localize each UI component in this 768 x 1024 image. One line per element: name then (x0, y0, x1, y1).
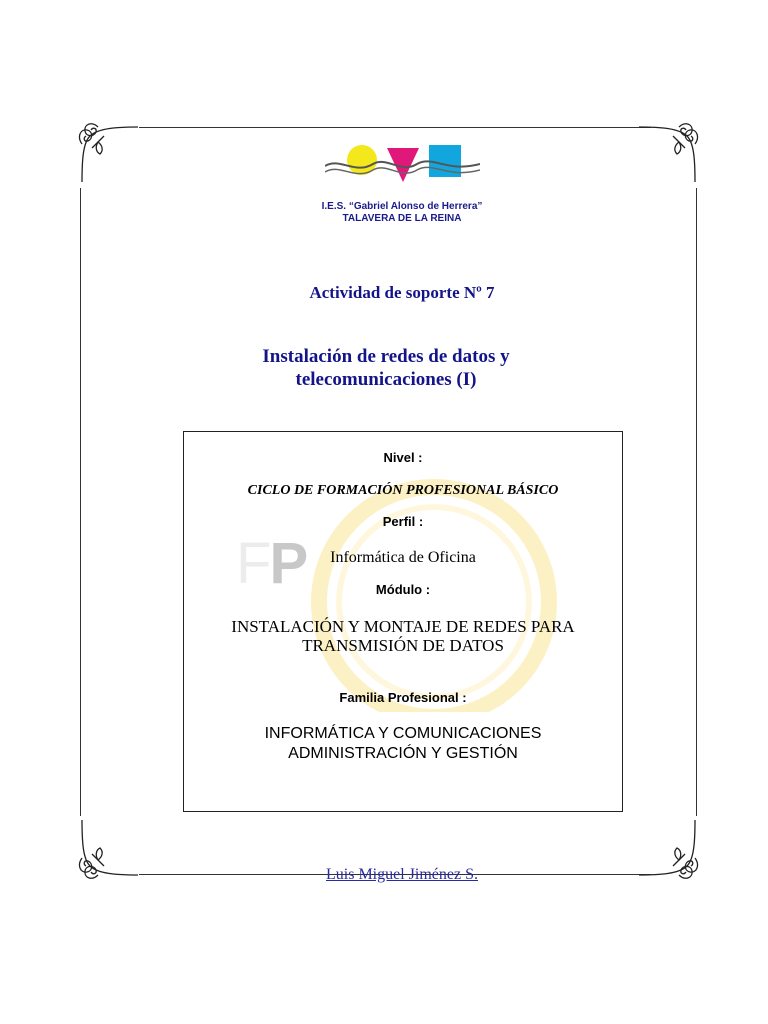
perfil-value: Informática de Oficina (330, 549, 476, 566)
modulo-value-line2: TRANSMISIÓN DE DATOS (302, 636, 504, 655)
familia-value-line2: ADMINISTRACIÓN Y GESTIÓN (288, 745, 518, 762)
school-logo-icon (325, 142, 480, 194)
modulo-label: Módulo : (375, 582, 431, 597)
document-title (0, 345, 768, 391)
document-title-line1: Instalación de redes de datos y (262, 346, 510, 367)
document-title-line2: telecomunicaciones (I) (295, 369, 477, 390)
frame-top-line (139, 127, 651, 128)
activity-title: Actividad de soporte Nº 7 (309, 283, 495, 302)
watermark-p: P (269, 531, 307, 596)
familia-label: Familia Profesional : (339, 690, 467, 705)
course-info-box (183, 431, 623, 812)
nivel-label: Nivel : (383, 450, 423, 465)
watermark-f: F (236, 531, 270, 596)
modulo-value-line1: INSTALACIÓN Y MONTAJE DE REDES PARA (231, 617, 575, 636)
modulo-value (184, 617, 622, 655)
ornament-icon (639, 122, 699, 182)
familia-value-line1: INFORMÁTICA Y COMUNICACIONES (264, 725, 542, 742)
perfil-label: Perfil : (382, 514, 424, 529)
author-name: Luis Miguel Jiménez S. (326, 866, 478, 883)
nivel-value: CICLO DE FORMACIÓN PROFESIONAL BÁSICO (247, 483, 559, 498)
school-city: TALAVERA DE LA REINA (342, 213, 462, 224)
familia-value (184, 724, 622, 764)
school-name: I.E.S. “Gabriel Alonso de Herrera” (321, 201, 483, 212)
ornament-icon (78, 122, 138, 182)
